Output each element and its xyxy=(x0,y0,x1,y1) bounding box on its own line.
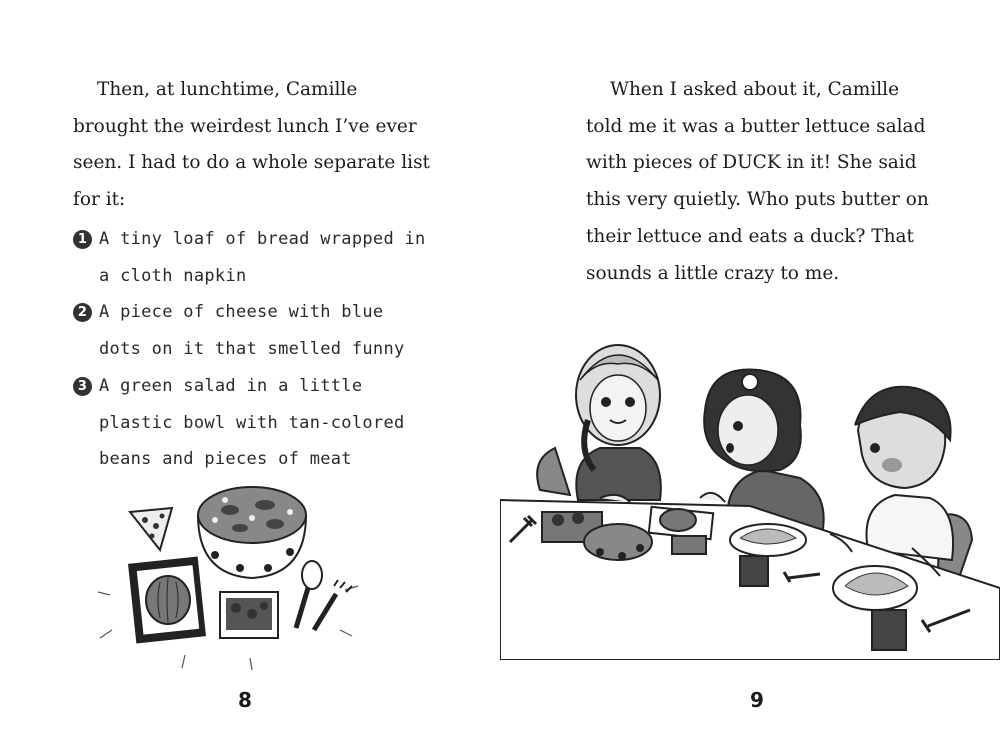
list-item xyxy=(73,294,433,367)
list-item xyxy=(73,368,433,478)
boy-figure xyxy=(855,387,953,560)
lunch-illustration xyxy=(90,480,370,670)
girl-blonde-figure xyxy=(576,345,661,500)
cheese-icon xyxy=(130,508,172,550)
right-paragraph xyxy=(586,72,931,292)
page-number: 9 xyxy=(750,688,764,712)
salad-bowl-icon xyxy=(198,487,306,578)
chair-icon xyxy=(537,448,570,495)
left-paragraph xyxy=(73,72,433,219)
utensils-icon xyxy=(296,561,352,630)
bread-napkin-icon xyxy=(128,557,206,644)
lunch-table-illustration xyxy=(500,320,1000,660)
list-item-text: A tiny loaf of bread wrapped in a cloth napkin xyxy=(99,229,426,286)
list-number-badge: 3 xyxy=(73,377,92,396)
list-item-text: A piece of cheese with blue dots on it that smelled funny xyxy=(99,302,405,360)
page-number: 8 xyxy=(238,688,252,712)
list-item-text: A green salad in a little plastic bowl with tan-colored beans and pieces of meat xyxy=(99,375,405,470)
list-number-badge: 2 xyxy=(73,303,92,322)
container-icon xyxy=(220,592,278,638)
lunch-list xyxy=(73,221,433,478)
left-paragraph-text: Then, at lunchtime, Camille brought the weirdest lunch I’ve ever seen. I had to do a whole separate list for it: xyxy=(73,79,430,211)
right-page xyxy=(500,0,1000,744)
list-number-badge: 1 xyxy=(73,230,92,249)
list-item xyxy=(73,221,433,294)
right-paragraph-text: When I asked about it, Camille told me it was a butter lettuce salad with pieces of DUCK in it! She said this very quietly. Who puts butter on their lettuce and eats a duck? That sounds a little crazy to me. xyxy=(586,79,929,284)
